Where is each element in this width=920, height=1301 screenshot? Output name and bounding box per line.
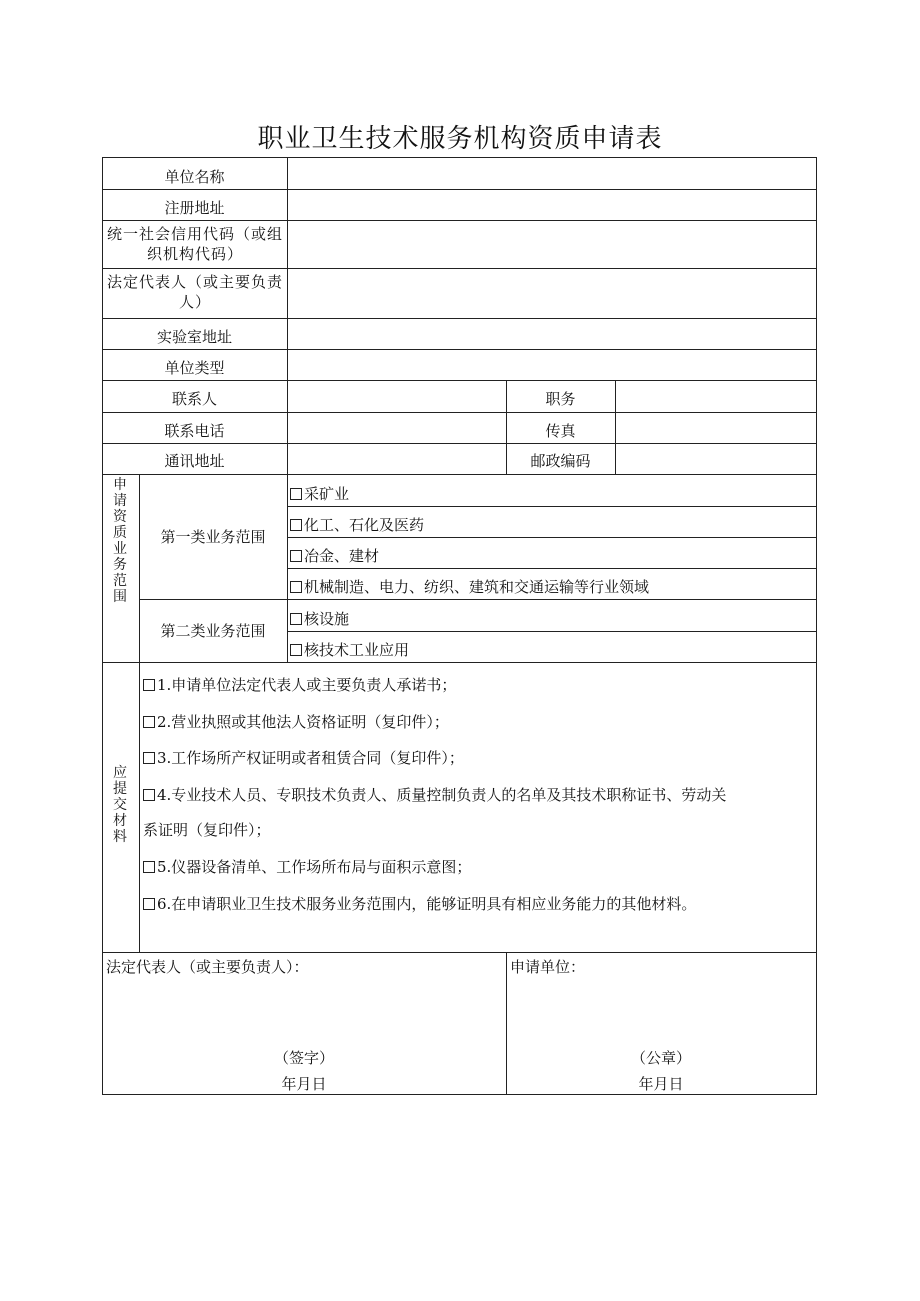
contact-label: 联系人 [171,390,217,408]
checkbox-icon[interactable] [290,519,302,531]
legal-rep-date: 年月日 [281,1075,327,1093]
mail-address-label: 通讯地址 [164,452,225,470]
checkbox-icon[interactable] [290,644,302,656]
legal-rep-sign-label: 法定代表人（或主要负责人）： [106,958,309,976]
mail-address-input[interactable] [288,444,505,474]
lab-address-input[interactable] [288,319,816,349]
material-item[interactable]: 1.申请单位法定代表人或主要负责人承诺书； [143,675,456,695]
applicant-date: 年月日 [638,1075,684,1093]
phone-input[interactable] [288,413,505,443]
contact-input[interactable] [288,381,505,412]
scope-section-label: 申请资质业务范围 [113,477,127,605]
scope-checkbox-item[interactable]: 采矿业 [290,484,349,504]
unit-type-input[interactable] [288,350,816,380]
credit-code-input[interactable] [288,221,816,268]
reg-address-label: 注册地址 [164,199,225,217]
material-item[interactable]: 4.专业技术人员、专职技术负责人、质量控制负责人的名单及其技术职称证书、劳动关 [143,785,726,805]
unit-type-label: 单位类型 [164,359,225,377]
checkbox-icon[interactable] [143,789,155,801]
scope-checkbox-item[interactable]: 化工、石化及医药 [290,515,424,535]
legal-rep-input[interactable] [288,269,816,318]
checkbox-icon[interactable] [290,581,302,593]
form-title: 职业卫生技术服务机构资质申请表 [257,124,663,154]
scope-checkbox-item[interactable]: 冶金、建材 [290,546,379,566]
position-label: 职务 [545,390,576,408]
fax-input[interactable] [616,413,816,443]
position-input[interactable] [616,381,816,412]
checkbox-icon[interactable] [290,488,302,500]
legal-rep-signature-area[interactable] [106,980,502,1040]
checkbox-icon[interactable] [290,550,302,562]
applicant-unit-label: 申请单位： [510,958,586,976]
cat2-label: 第二类业务范围 [160,622,266,640]
scope-checkbox-item[interactable]: 核设施 [290,609,349,629]
unit-name-input[interactable] [288,158,816,189]
credit-code-label: 统一社会信用代码（或组织机构代码） [106,225,283,263]
checkbox-icon[interactable] [143,752,155,764]
scope-checkbox-item[interactable]: 机械制造、电力、纺织、建筑和交通运输等行业领域 [290,577,649,597]
checkbox-icon[interactable] [143,679,155,691]
material-item[interactable]: 6.在申请职业卫生技术服务业务范围内，能够证明具有相应业务能力的其他材料。 [143,894,696,914]
reg-address-input[interactable] [288,190,816,220]
postcode-label: 邮政编码 [530,452,591,470]
legal-rep-sign-note: （签字） [273,1049,334,1067]
phone-label: 联系电话 [164,422,225,440]
checkbox-icon[interactable] [143,716,155,728]
cat1-label: 第一类业务范围 [160,528,266,546]
material-item[interactable]: 2.营业执照或其他法人资格证明（复印件）； [143,712,449,732]
checkbox-icon[interactable] [290,613,302,625]
materials-section-label: 应提交材料 [113,765,127,845]
checkbox-icon[interactable] [143,898,155,910]
legal-rep-label: 法定代表人（或主要负责人） [106,273,283,311]
scope-checkbox-item[interactable]: 核技术工业应用 [290,640,409,660]
postcode-input[interactable] [616,444,816,474]
material-item[interactable]: 3.工作场所产权证明或者租赁合同（复印件）； [143,748,464,768]
material-item-continued: 系证明（复印件）； [143,821,271,839]
unit-name-label: 单位名称 [164,168,225,186]
lab-address-label: 实验室地址 [156,328,232,346]
fax-label: 传真 [545,422,576,440]
applicant-seal-note: （公章） [630,1049,691,1067]
material-item[interactable]: 5.仪器设备清单、工作场所布局与面积示意图； [143,857,471,877]
checkbox-icon[interactable] [143,861,155,873]
applicant-seal-area[interactable] [510,980,810,1040]
